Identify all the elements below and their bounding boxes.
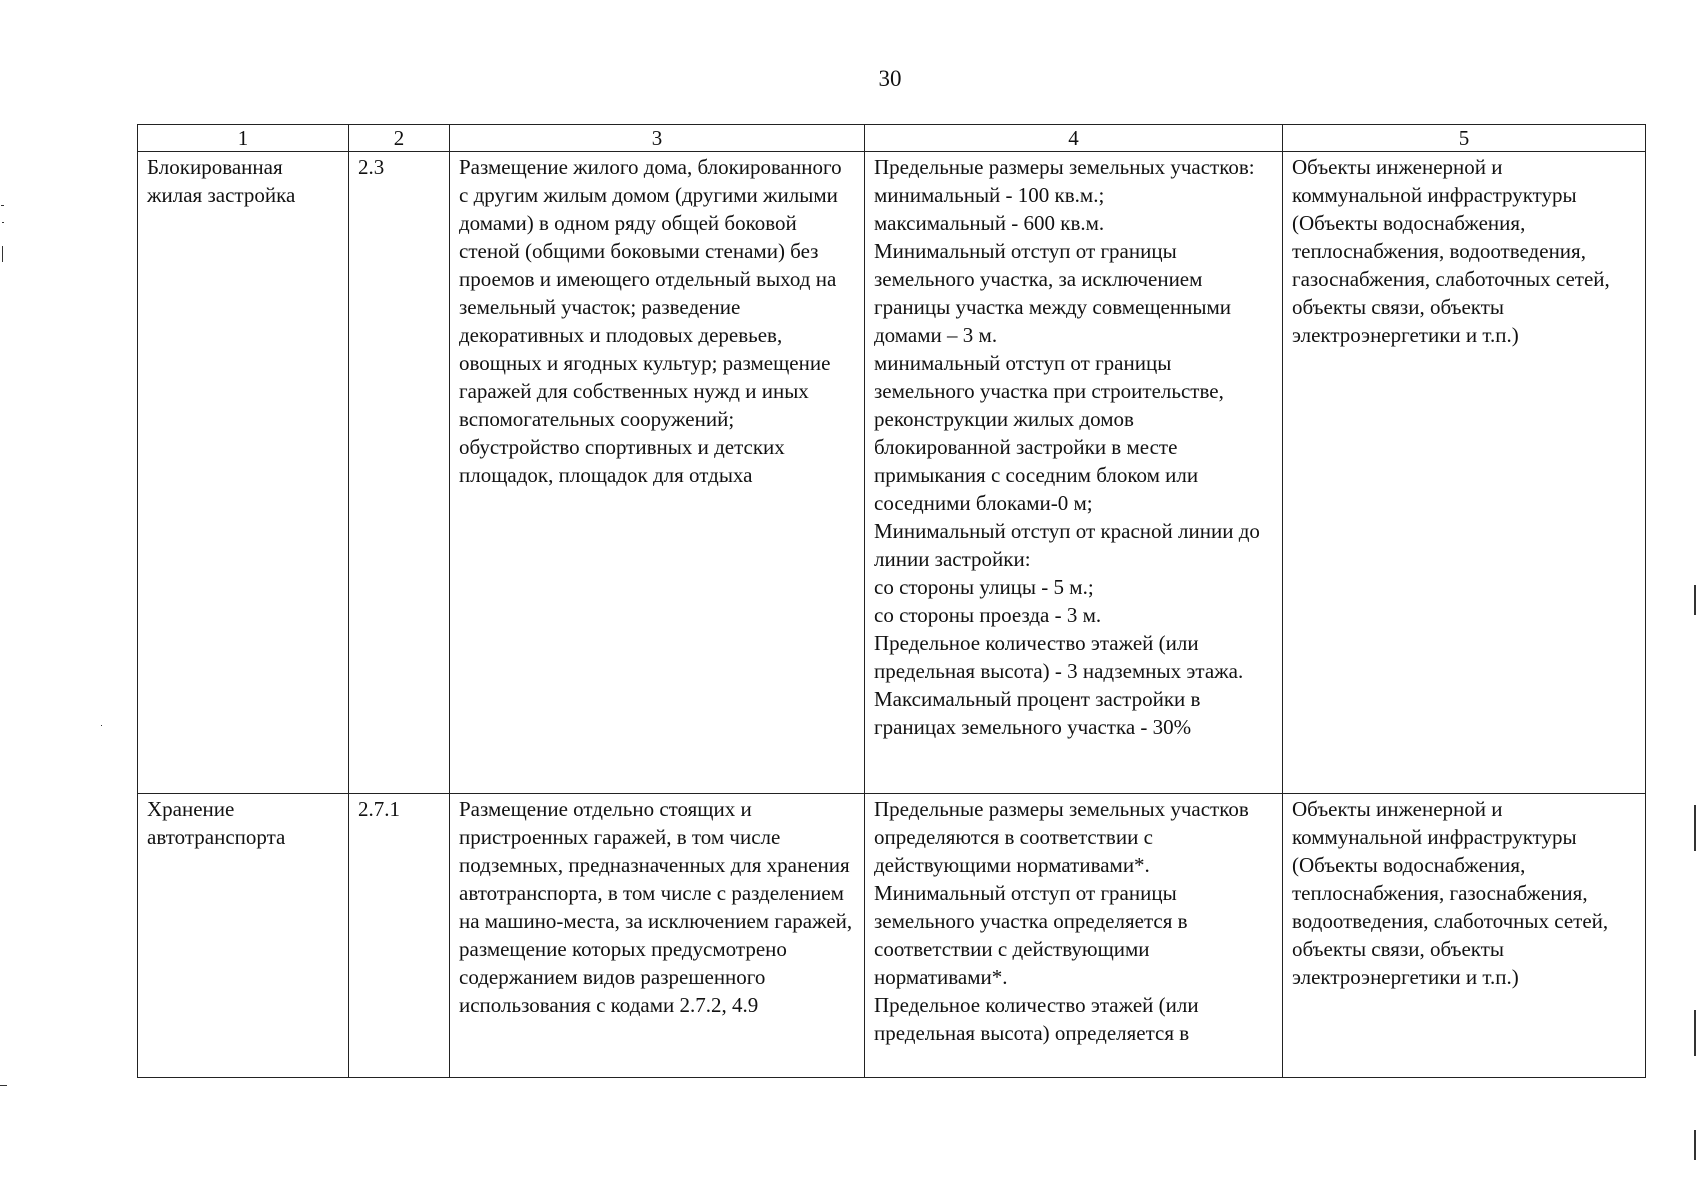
- use-type-code: 2.3: [349, 152, 450, 794]
- use-type-code: 2.7.1: [349, 794, 450, 1078]
- table-row: [138, 794, 1646, 1078]
- infrastructure-objects: Объекты инженерной и коммунальной инфраструктуры (Объекты водоснабжения, теплоснабжения, водоотведения, газоснабжения, слаботочных сетей, объекты связи, объекты электроэнергетики и т.п.): [1283, 152, 1646, 794]
- table-row: [138, 152, 1646, 794]
- header-cell-1: 1: [138, 125, 349, 152]
- scan-artifact-left-top-3: [2, 246, 3, 262]
- header-cell-2: 2: [349, 125, 450, 152]
- header-cell-5: 5: [1283, 125, 1646, 152]
- zoning-table: [137, 124, 1646, 1078]
- use-type-name: Блокированная жилая застройка: [138, 152, 349, 794]
- use-type-name: Хранение автотранспорта: [138, 794, 349, 1078]
- scan-artifact-right-4: [1694, 1130, 1696, 1160]
- scan-artifact-left-mid: [101, 725, 102, 726]
- page-number: 30: [878, 66, 902, 91]
- scan-artifact-left-top-2: [2, 222, 4, 223]
- header-cell-4: 4: [865, 125, 1283, 152]
- scan-artifact-right-3: [1694, 1010, 1696, 1056]
- scan-artifact-left-top: [1, 205, 4, 206]
- infrastructure-objects: Объекты инженерной и коммунальной инфраструктуры (Объекты водоснабжения, теплоснабжения, газоснабжения, водоотведения, слаботочных сетей, объекты связи, объекты электроэнергетики и т.п.): [1283, 794, 1646, 1078]
- use-type-description: Размещение жилого дома, блокированного с другим жилым домом (другими жилыми домами) в одном ряду общей боковой стеной (общими боковыми стенами) без проемов и имеющего отдельный выход на земельный участок; разведение декоративных и плодовых деревьев, овощных и ягодных культур; размещение гаражей для собственных нужд и иных вспомогательных сооружений; обустройство спортивных и детских площадок, площадок для отдыха: [450, 152, 865, 794]
- scan-artifact-right-1: [1694, 585, 1696, 615]
- header-cell-3: 3: [450, 125, 865, 152]
- scan-artifact-left-bottom: [0, 1085, 7, 1086]
- limit-parameters: Предельные размеры земельных участков определяются в соответствии с действующими нормативами*. Минимальный отступ от границы земельного участка определяется в соответствии с действующими нормативами*. Предельное количество этажей (или предельная высота) определяется в: [865, 794, 1283, 1078]
- scan-artifact-right-2: [1694, 805, 1696, 851]
- table-header-row: [138, 125, 1646, 152]
- use-type-description: Размещение отдельно стоящих и пристроенных гаражей, в том числе подземных, предназначенных для хранения автотранспорта, в том числе с разделением на машино-места, за исключением гаражей, размещение которых предусмотрено содержанием видов разрешенного использования с кодами 2.7.2, 4.9: [450, 794, 865, 1078]
- limit-parameters: Предельные размеры земельных участков: минимальный - 100 кв.м.; максимальный - 600 кв.м. Минимальный отступ от границы земельного участка, за исключением границы участка между совмещенными домами – 3 м. минимальный отступ от границы земельного участка при строительстве, реконструкции жилых домов блокированной застройки в месте примыкания с соседним блоком или соседними блоками-0 м; Минимальный отступ от красной линии до линии застройки: со стороны улицы - 5 м.; со стороны проезда - 3 м. Предельное количество этажей (или предельная высота) - 3 надземных этажа. Максимальный процент застройки в границах земельного участка - 30%: [865, 152, 1283, 794]
